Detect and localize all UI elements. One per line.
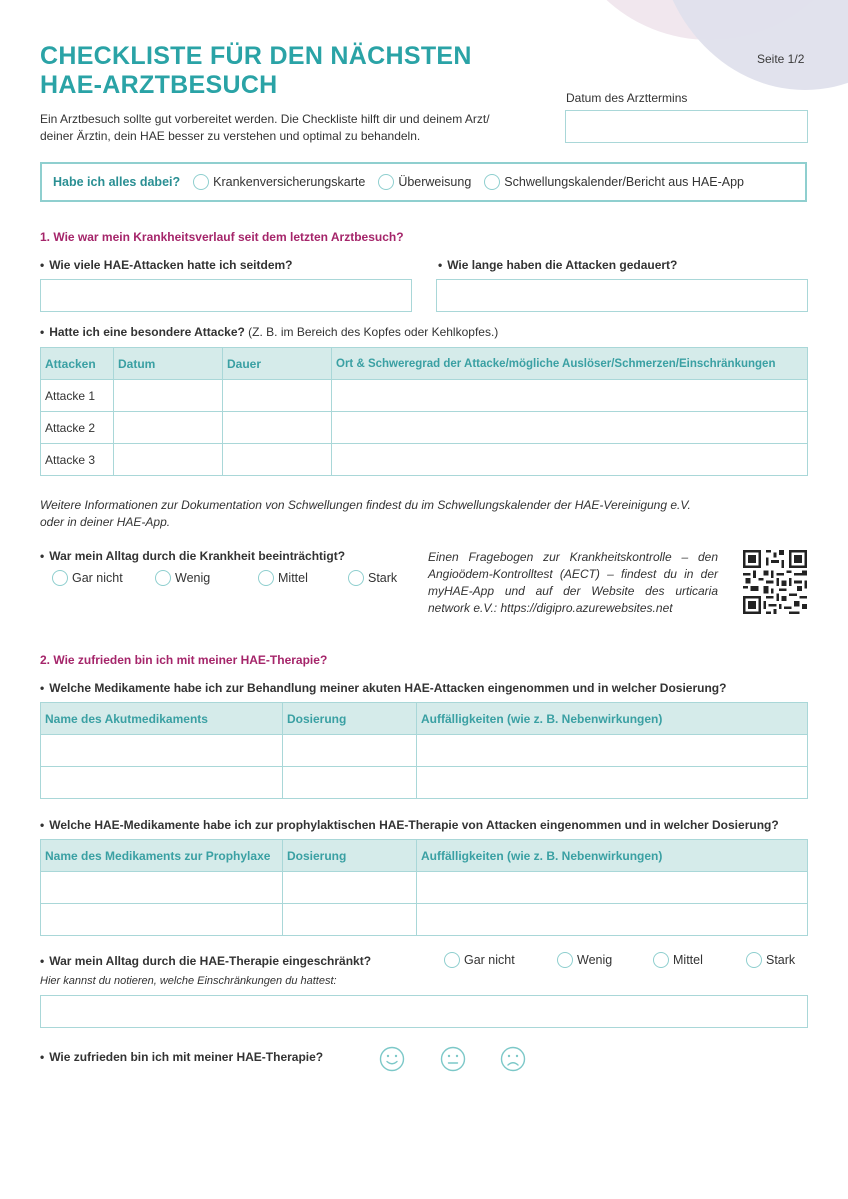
question-text: Wie zufrieden bin ich mit meiner HAE-Therapie? [49, 1050, 324, 1064]
dosage-cell[interactable] [283, 735, 417, 767]
limits-hint: Hier kannst du notieren, welche Einschränkungen du hattest: [40, 975, 337, 987]
question-prophylaxis-medication: • Welche HAE-Medikamente habe ich zur prophylaktischen HAE-Therapie von Attacken eingenommen und in welcher Dosierung? [40, 818, 779, 832]
side-effects-cell[interactable] [417, 872, 808, 904]
question-acute-medication: • Welche Medikamente habe ich zur Behandlung meiner akuten HAE-Attacken eingenommen und in welcher Dosierung? [40, 681, 727, 695]
date-cell[interactable] [114, 380, 223, 412]
info-note-line-2: oder in deiner HAE-App. [40, 515, 171, 529]
option-label: Gar nicht [464, 953, 515, 967]
option-label: Mittel [278, 571, 308, 585]
radio-circle-icon[interactable] [348, 570, 364, 586]
intro-line-2: deiner Ärztin, dein HAE besser zu verstehen und optimal zu behandeln. [40, 129, 421, 143]
col-header-dosage: Dosierung [283, 703, 417, 735]
option-label: Wenig [175, 571, 211, 585]
table-row [41, 872, 808, 904]
title-line-1: CHECKLISTE FÜR DEN NÄCHSTEN [40, 42, 472, 70]
medication-cell[interactable] [41, 872, 283, 904]
question-text: Welche Medikamente habe ich zur Behandlung meiner akuten HAE-Attacken eingenommen und in welcher Dosierung? [49, 681, 727, 695]
option-label: Stark [766, 953, 796, 967]
table-row [41, 735, 808, 767]
col-header-date: Datum [114, 348, 223, 380]
daily-life-scale [52, 570, 397, 586]
col-header-medication: Name des Akutmedikaments [41, 703, 283, 735]
question-hint: (Z. B. im Bereich des Kopfes oder Kehlkopfes.) [248, 325, 499, 339]
duration-cell[interactable] [223, 380, 332, 412]
title-line-2: HAE-ARZTBESUCH [40, 71, 278, 99]
duration-cell[interactable] [223, 444, 332, 476]
question-therapy-limits: • War mein Alltag durch die HAE-Therapie eingeschränkt? [40, 954, 372, 968]
qr-code-icon[interactable] [743, 550, 807, 614]
question-text: War mein Alltag durch die Krankheit beeinträchtigt? [49, 549, 346, 563]
radio-circle-icon[interactable] [557, 952, 573, 968]
checklist-bar [40, 162, 807, 202]
question-text: Wie viele HAE-Attacken hatte ich seitdem? [49, 258, 293, 272]
question-text: Wie lange haben die Attacken gedauert? [447, 258, 678, 272]
table-header-row [41, 703, 808, 735]
row-label: Attacke 2 [41, 412, 114, 444]
duration-cell[interactable] [223, 412, 332, 444]
aect-note: Einen Fragebogen zur Krankheitskontrolle – den Angioödem-Kontrolltest (AECT) – findest du in der myHAE-App und auf der Website des urticaria network e.V.: https://digipro.azurewebsites.net [428, 550, 718, 615]
attack-count-field[interactable] [40, 279, 412, 312]
col-header-medication: Name des Medikaments zur Prophylaxe [41, 840, 283, 872]
scale-option-gar-nicht[interactable] [52, 570, 155, 586]
option-label: Wenig [577, 953, 613, 967]
smiley-neutral-icon[interactable] [440, 1046, 466, 1072]
smiley-happy-icon[interactable] [379, 1046, 405, 1072]
table-row [41, 380, 808, 412]
details-cell[interactable] [332, 380, 808, 412]
section-2-heading: 2. Wie zufrieden bin ich mit meiner HAE-Therapie? [40, 653, 328, 667]
question-satisfaction: • Wie zufrieden bin ich mit meiner HAE-Therapie? [40, 1050, 324, 1064]
acute-medication-table [40, 702, 808, 799]
option-label: Gar nicht [72, 571, 123, 585]
page-title [40, 42, 472, 100]
side-effects-cell[interactable] [417, 767, 808, 799]
row-label: Attacke 3 [41, 444, 114, 476]
therapy-limits-scale [444, 952, 795, 968]
medication-cell[interactable] [41, 735, 283, 767]
attack-table [40, 347, 808, 476]
col-header-side-effects: Auffälligkeiten (wie z. B. Nebenwirkungen) [417, 840, 808, 872]
page-number: Seite 1/2 [757, 52, 805, 66]
scale-option-mittel[interactable] [653, 952, 746, 968]
medication-cell[interactable] [41, 904, 283, 936]
radio-circle-icon[interactable] [653, 952, 669, 968]
table-row [41, 412, 808, 444]
details-cell[interactable] [332, 444, 808, 476]
row-label: Attacke 1 [41, 380, 114, 412]
radio-circle-icon[interactable] [193, 174, 209, 190]
scale-option-wenig[interactable] [557, 952, 653, 968]
table-row [41, 767, 808, 799]
section-1-heading: 1. Wie war mein Krankheitsverlauf seit dem letzten Arztbesuch? [40, 230, 404, 244]
date-cell[interactable] [114, 444, 223, 476]
side-effects-cell[interactable] [417, 735, 808, 767]
side-effects-cell[interactable] [417, 904, 808, 936]
scale-option-wenig[interactable] [155, 570, 258, 586]
question-text: Hatte ich eine besondere Attacke? [49, 325, 245, 339]
info-note [40, 497, 810, 531]
dosage-cell[interactable] [283, 767, 417, 799]
decor-circle-blue [655, 0, 848, 90]
checklist-option-insurance-card[interactable] [193, 174, 365, 190]
checklist-option-swelling-calendar[interactable] [484, 174, 744, 190]
scale-option-gar-nicht[interactable] [444, 952, 557, 968]
table-header-row [41, 840, 808, 872]
question-attack-duration: • Wie lange haben die Attacken gedauert? [438, 258, 678, 272]
col-header-duration: Dauer [223, 348, 332, 380]
attack-duration-field[interactable] [436, 279, 808, 312]
question-attack-count: • Wie viele HAE-Attacken hatte ich seitdem? [40, 258, 293, 272]
option-label: Mittel [673, 953, 703, 967]
col-header-attacks: Attacken [41, 348, 114, 380]
option-label: Krankenversicherungskarte [213, 175, 366, 189]
appointment-date-label: Datum des Arzttermins [566, 91, 688, 105]
details-cell[interactable] [332, 412, 808, 444]
limits-notes-field[interactable] [40, 995, 808, 1028]
medication-cell[interactable] [41, 767, 283, 799]
radio-circle-icon[interactable] [444, 952, 460, 968]
question-text: War mein Alltag durch die HAE-Therapie eingeschränkt? [49, 954, 372, 968]
intro-line-1: Ein Arztbesuch sollte gut vorbereitet werden. Die Checkliste hilft dir und deinem Arzt/ [40, 112, 490, 126]
checklist-option-referral[interactable] [378, 174, 471, 190]
intro-text [40, 111, 540, 145]
radio-circle-icon[interactable] [52, 570, 68, 586]
appointment-date-field[interactable] [565, 110, 808, 143]
scale-option-stark[interactable] [348, 570, 397, 586]
radio-circle-icon[interactable] [484, 174, 500, 190]
scale-option-mittel[interactable] [258, 570, 348, 586]
question-special-attack: • Hatte ich eine besondere Attacke? (Z. B. im Bereich des Kopfes oder Kehlkopfes.) [40, 325, 499, 339]
dosage-cell[interactable] [283, 904, 417, 936]
date-cell[interactable] [114, 412, 223, 444]
prophylaxis-medication-table [40, 839, 808, 936]
question-text: Welche HAE-Medikamente habe ich zur prophylaktischen HAE-Therapie von Attacken eingenommen und in welcher Dosierung? [49, 818, 779, 832]
table-row [41, 444, 808, 476]
scale-option-stark[interactable] [746, 952, 795, 968]
radio-circle-icon[interactable] [746, 952, 762, 968]
question-daily-life: • War mein Alltag durch die Krankheit beeinträchtigt? [40, 549, 346, 563]
radio-circle-icon[interactable] [155, 570, 171, 586]
col-header-dosage: Dosierung [283, 840, 417, 872]
option-label: Schwellungskalender/Bericht aus HAE-App [504, 175, 744, 189]
radio-circle-icon[interactable] [258, 570, 274, 586]
table-header-row [41, 348, 808, 380]
dosage-cell[interactable] [283, 872, 417, 904]
radio-circle-icon[interactable] [378, 174, 394, 190]
table-row [41, 904, 808, 936]
option-label: Überweisung [398, 175, 472, 189]
checklist-label: Habe ich alles dabei? [53, 175, 181, 189]
info-note-line-1: Weitere Informationen zur Dokumentation von Schwellungen findest du im Schwellungskalender der HAE-Vereinigung e.V. [40, 498, 691, 512]
col-header-details: Ort & Schweregrad der Attacke/mögliche Auslöser/Schmerzen/Einschränkungen [332, 348, 808, 380]
smiley-sad-icon[interactable] [500, 1046, 526, 1072]
col-header-side-effects: Auffälligkeiten (wie z. B. Nebenwirkungen) [417, 703, 808, 735]
option-label: Stark [368, 571, 398, 585]
